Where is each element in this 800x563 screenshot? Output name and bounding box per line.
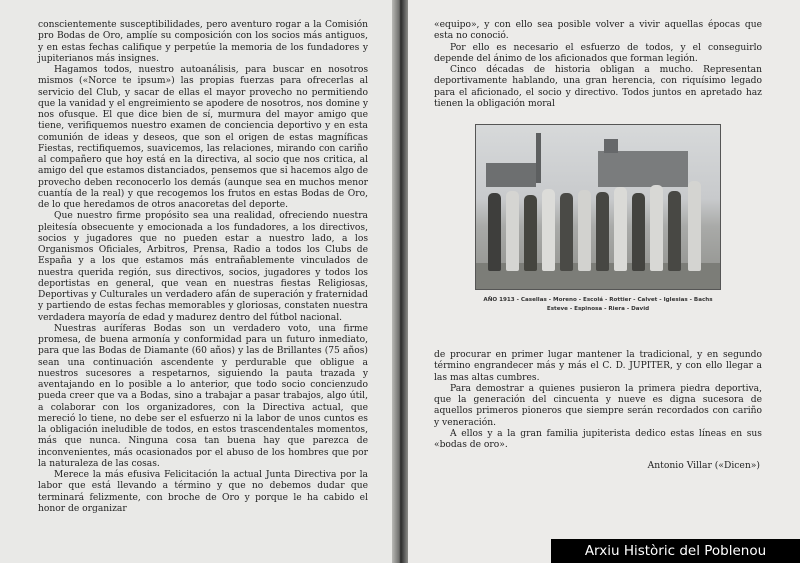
team-photo bbox=[475, 124, 721, 290]
right-paragraph-4: de procurar en primer lugar mantener la tradicional, y en segundo término engrandecer más y más el C. D. JUPITER, y con ello llegar a las mas altas cumbres. bbox=[434, 350, 762, 383]
right-paragraph-2: Por ello es necesario el esfuerzo de todos, y el conseguirlo depende del ánimo de los aficionados que forman legión. bbox=[434, 42, 762, 64]
left-paragraph-5: Merece la más efusiva Felicitación la actual Junta Directiva por la labor que está llevando a término y que no debemos dudar que terminará felizmente, con broche de Oro y porque le ha cabido el honor de organizar bbox=[38, 470, 368, 514]
left-paragraph-1: conscientemente susceptibilidades, pero aventuro rogar a la Comisión pro Bodas de Oro, amplíe su composición con los socios más antiguos, y en estas fechas califique y perpetúe la memoria de los fundadores y jupiterianos más insignes. bbox=[38, 20, 368, 64]
author-signature: Antonio Villar («Dicen») bbox=[647, 460, 760, 472]
right-paragraph-1: «equipo», y con ello sea posible volver a vivir aquellas épocas que esta no conoció. bbox=[434, 20, 762, 42]
right-paragraph-3: Cinco décadas de historia obligan a mucho. Representan deportivamente hablando, una gran herencia, con riquísimo legado para el aficionado, el socio y directivo. Todos juntos en apretado haz tienen la obligación moral bbox=[434, 65, 762, 109]
right-page bbox=[408, 0, 800, 563]
photo-caption-line-2: Esteve - Espinosa - Riera - David bbox=[546, 306, 650, 312]
left-paragraph-4: Nuestras auríferas Bodas son un verdadero voto, una firme promesa, de buena armonía y conformidad para un futuro inmediato, para que las Bodas de Diamante (60 años) y las de Brillantes (75 años) sean una continuación ascendente y perdurable que obligue a nuestros sucesores a respetarnos, siguiendo la pauta trazada y aventajando en lo posible a lo anterior, que todo socio concienzudo pueda creer que va a Bodas, sino a trabajar a pasar trabajos, algo útil, a colaborar con los organizadores, con la Directiva actual, que mereció lo tiene, no debe ser el esfuerzo ni la labor de unos cuntos es la obligación ineludible de todos, en estos trascendentales momentos, más que nunca. Ninguna cosa tan buena hay que parezca de inconvenientes, más ocasionados por el abuso de los hombres que por la naturaleza de las cosas. bbox=[38, 323, 368, 469]
archive-watermark: Arxiu Històric del Poblenou bbox=[551, 539, 800, 563]
left-page bbox=[0, 0, 392, 563]
left-paragraph-3: Que nuestro firme propósito sea una realidad, ofreciendo nuestra pleitesía obsecuente y emocionada a los fundadores, a los directivos, socios y jugadores que no pueden estar a nuestro lado, a los Organismos Oficiales, Arbitros, Prensa, Radio a todos los Clubs de España y a los que estamos más entrañablemente vinculados de nuestra querida región, sus directivos, socios, jugadores y todos los deportistas en general, que vean en nuestras fiestas Religiosas, Deportivas y Culturales un verdadero afán de superación y fraternidad y partiendo de estas fechas memorables y gloriosas, constaten nuestra verdadera mayoría de edad y madurez dentro del fútbol nacional. bbox=[38, 211, 368, 323]
photo-caption bbox=[434, 296, 762, 314]
book-gutter bbox=[392, 0, 408, 563]
right-paragraph-5: Para demostrar a quienes pusieron la primera piedra deportiva, que la generación del cincuenta y nueve es digna sucesora de aquellos primeros pioneros que siempre serán recordados con cariño y veneración. bbox=[434, 383, 762, 428]
right-paragraph-6: A ellos y a la gran familia jupiterista dedico estas líneas en sus «bodas de oro». bbox=[434, 428, 762, 450]
photo-caption-line-1: AÑO 1913 - Casellas - Moreno - Escolá - Rottier - Calvet - Iglesias - Bachs bbox=[483, 297, 713, 303]
left-paragraph-2: Hagamos todos, nuestro autoanálisis, para buscar en nosotros mismos («Norce te ipsum») las propias fuerzas para ofrecerlas al servicio del Club, y sacar de ellas el mayor provecho no permitiendo que la vanidad y el engreimiento se apodere de nosotros, nos domine y nos ofusque. El que dice bien de sí, murmura del mayor amigo que tiene, verifiquemos nuestro examen de conciencia deportivo y en esta comunión de ideas y deseos, que son el origen de estas magníficas Fiestas, rectifiquemos, suavicemos, las relaciones, mirando con cariño al compañero que hoy está en la directiva, al socio que nos critica, al amigo del que estamos distanciados, pensemos que si hacemos algo de provecho deben reconocerlo los demás (aunque sea en muchos menor cuantía de la real) y que recogemos los frutos en estas Bodas de Oro, de lo que heredamos de otros anacoretas del deporte. bbox=[38, 65, 368, 210]
